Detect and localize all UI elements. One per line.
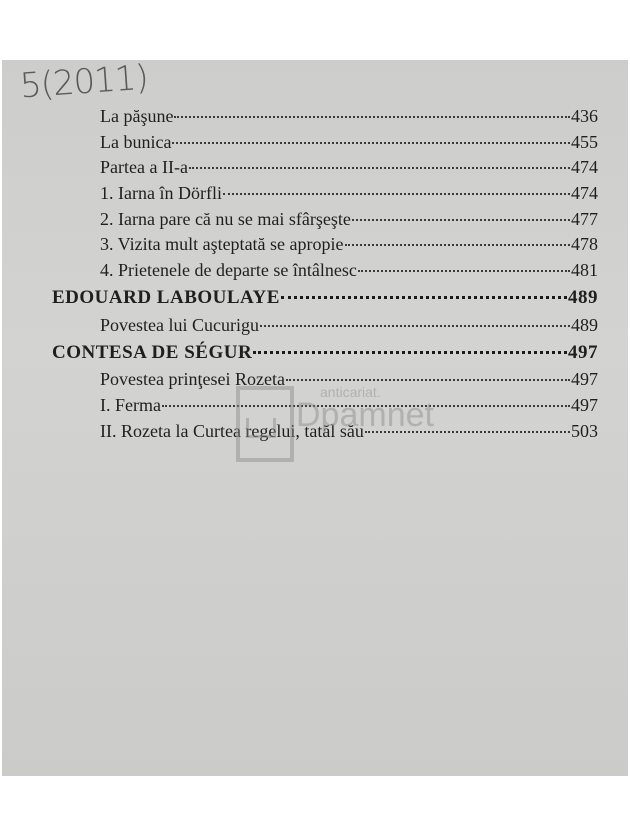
watermark-small-text: anticariat. xyxy=(320,384,381,400)
entry-title: 1. Iarna în Dörfli xyxy=(100,183,222,203)
entry-page: 497 xyxy=(571,395,598,415)
entry-page: 497 xyxy=(568,342,598,363)
leader-dots xyxy=(358,270,570,272)
entry-page: 474 xyxy=(571,183,598,203)
entry-page: 474 xyxy=(571,157,598,177)
toc-entry xyxy=(100,132,598,153)
entry-title: II. Rozeta la Curtea regelui, tatăl său xyxy=(100,421,364,441)
book-icon xyxy=(246,418,276,438)
entry-title: 2. Iarna pare că nu se mai sfârşeşte xyxy=(100,209,351,229)
entry-page: 478 xyxy=(571,234,598,254)
handwritten-annotation: 5(2011) xyxy=(18,57,149,107)
leader-dots xyxy=(223,193,570,195)
entry-page: 436 xyxy=(571,106,598,126)
toc-author-heading xyxy=(52,287,598,309)
leader-dots xyxy=(345,244,570,246)
leader-dots xyxy=(174,116,570,118)
toc-entry xyxy=(100,234,598,255)
leader-dots xyxy=(253,351,567,354)
leader-dots xyxy=(189,167,570,169)
entry-page: 455 xyxy=(571,132,598,152)
leader-dots xyxy=(260,325,570,327)
leader-dots xyxy=(352,219,570,221)
entry-title: Povestea prinţesei Rozeta xyxy=(100,369,285,389)
toc-entry xyxy=(100,183,598,204)
watermark-big-text: Dpamnet xyxy=(296,396,434,434)
author-name: CONTESA DE SÉGUR xyxy=(52,342,253,363)
entry-title: 4. Prietenele de departe se întâlnesc xyxy=(100,260,357,280)
entry-title: La păşune xyxy=(100,106,174,126)
entry-title: La bunica xyxy=(100,132,172,152)
leader-dots xyxy=(281,296,567,299)
entry-page: 503 xyxy=(571,421,598,441)
author-name: EDOUARD LABOULAYE xyxy=(52,287,280,308)
entry-title: Partea a II-a xyxy=(100,157,188,177)
entry-page: 497 xyxy=(571,369,598,389)
watermark-logo xyxy=(236,378,434,458)
toc-entry xyxy=(100,260,598,281)
entry-title: I. Ferma xyxy=(100,395,161,415)
toc-entry xyxy=(100,315,598,336)
toc-entry xyxy=(100,157,598,178)
entry-title: Povestea lui Cucurigu xyxy=(100,315,259,335)
entry-title: 3. Vizita mult aşteptată se apropie xyxy=(100,234,344,254)
entry-page: 489 xyxy=(571,315,598,335)
entry-page: 477 xyxy=(571,209,598,229)
toc-entry xyxy=(100,106,598,127)
leader-dots xyxy=(172,142,570,144)
entry-page: 481 xyxy=(571,260,598,280)
toc-author-heading xyxy=(52,342,598,364)
toc-entry xyxy=(100,209,598,230)
entry-page: 489 xyxy=(568,287,598,308)
